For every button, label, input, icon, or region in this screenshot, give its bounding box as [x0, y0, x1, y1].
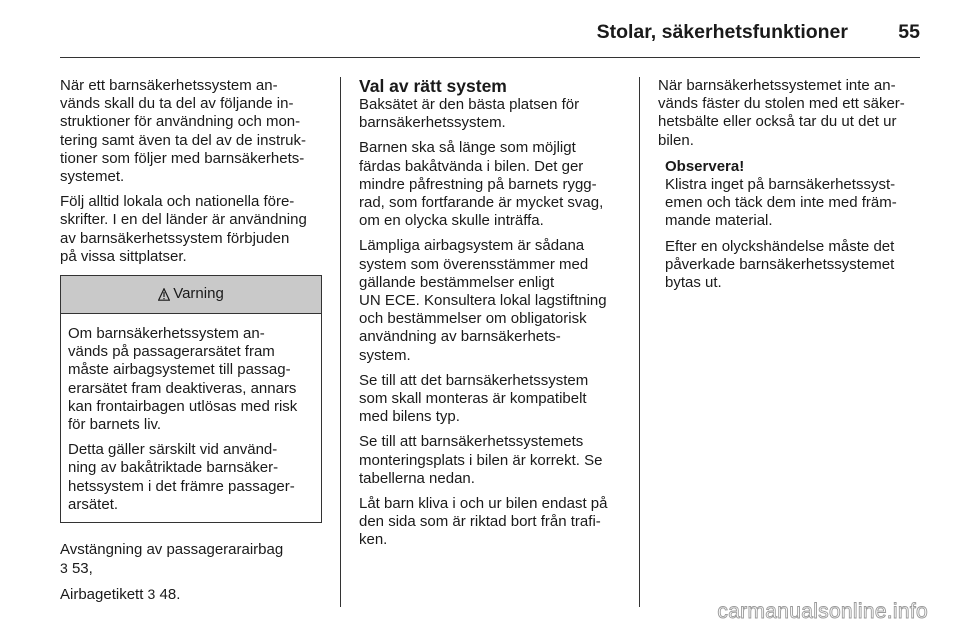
text-line: påverkade barnsäkerhetssystemet	[665, 255, 895, 273]
text-line: monteringsplats i bilen är korrekt. Se	[359, 451, 603, 469]
text-line: UN ECE. Konsultera lokal lagstiftning	[359, 292, 607, 310]
text-line: vänds fäster du stolen med ett säker-	[658, 95, 905, 113]
text-line: Lämpliga airbagsystem är sådana	[359, 237, 585, 255]
note-paragraph	[665, 176, 920, 231]
text-line: med bilens typ.	[359, 408, 460, 426]
text-line: användning av barnsäkerhets-	[359, 328, 561, 346]
watermark: carmanualsonline.info	[717, 600, 928, 623]
page-reference-arrow-icon: 3	[147, 586, 156, 603]
body-paragraph	[359, 495, 624, 550]
text-line: vänds skall du ta del av följande in-	[60, 95, 294, 113]
airbag-deactivation-reference	[60, 541, 322, 578]
intro-paragraph	[60, 77, 322, 186]
text-line: för barnets liv.	[68, 416, 162, 434]
text-line: och bestämmelser om obligatorisk	[359, 310, 587, 328]
body-paragraph	[359, 139, 624, 230]
body-paragraph	[359, 237, 624, 364]
text-line: Se till att barnsäkerhetssystemets	[359, 433, 584, 451]
text-line: rad, som fortfarande är mycket svag,	[359, 194, 604, 212]
text-line: den sida som är riktad bort från trafi-	[359, 513, 601, 531]
reference-page: 48.	[155, 586, 181, 604]
page-reference-arrow-icon: 3	[60, 560, 68, 577]
warning-paragraph	[68, 441, 313, 514]
text-line: måste airbagsystemet till passag-	[68, 361, 291, 379]
warning-title: Varning	[173, 285, 224, 303]
text-line: Klistra inget på barnsäkerhetssyst-	[665, 176, 896, 194]
text-line: Se till att det barnsäkerhetssystem	[359, 371, 589, 389]
text-line: gällande bestämmelser enligt	[359, 273, 555, 291]
text-line: emen och täck dem inte med främ-	[665, 194, 897, 212]
warning-box	[60, 275, 322, 523]
regulations-paragraph	[60, 193, 322, 266]
text-line: system som överensstämmer med	[359, 255, 589, 273]
airbag-label-reference	[60, 585, 322, 604]
note-heading: Observera!	[665, 157, 745, 175]
text-line: kan frontairbagen utlösas med risk	[68, 397, 298, 415]
text-line: på vissa sittplatser.	[60, 247, 187, 265]
page-title: Stolar, säkerhetsfunktioner	[596, 21, 848, 43]
text-line: vänds på passagerarsätet fram	[68, 343, 275, 361]
page-number: 55	[898, 21, 920, 43]
column-middle	[359, 77, 624, 557]
text-line: som skall monteras är kompatibelt	[359, 390, 587, 408]
body-paragraph	[359, 433, 624, 488]
text-line: mande material.	[665, 212, 773, 230]
section-heading: Val av rätt system	[359, 76, 507, 96]
text-line: färdas bakåtvända i bilen. Det ger	[359, 157, 584, 175]
column-right	[658, 77, 920, 299]
column-divider	[639, 77, 640, 607]
text-line: Baksätet är den bästa platsen för	[359, 96, 580, 113]
text-line: arsätet.	[68, 495, 119, 513]
text-line: erarsätet fram deaktiveras, annars	[68, 379, 297, 397]
text-line: mindre påfrestning på barnets rygg-	[359, 175, 597, 193]
text-line: tabellerna nedan.	[359, 469, 475, 487]
text-line: ning av bakåtriktade barnsäker-	[68, 459, 279, 477]
body-paragraph	[658, 77, 920, 150]
text-line: När barnsäkerhetssystemet inte an-	[658, 77, 896, 94]
note-block	[658, 158, 920, 292]
text-line: barnsäkerhetssystem.	[359, 114, 506, 132]
text-line: system.	[359, 346, 411, 364]
text-line: systemet.	[60, 168, 125, 186]
reference-page: 53,	[67, 560, 93, 578]
warning-body	[61, 314, 321, 522]
text-line: struktioner för användning och mon-	[60, 113, 301, 131]
header-divider	[60, 57, 920, 58]
text-line: Barnen ska så länge som möjligt	[359, 139, 576, 157]
column-left	[60, 77, 322, 612]
text-line: Efter en olyckshändelse måste det	[665, 237, 895, 255]
text-line: När ett barnsäkerhetssystem an-	[60, 77, 278, 94]
text-line: hetsbälte eller också tar du ut det ur	[658, 113, 897, 131]
text-line: tering samt även ta del av de instruk-	[60, 131, 306, 149]
warning-paragraph	[68, 325, 313, 434]
text-line: Detta gäller särskilt vid använd-	[68, 441, 278, 459]
text-line: skrifter. I en del länder är användning	[60, 211, 307, 229]
text-line: ken.	[359, 531, 388, 549]
text-line: hetssystem i det främre passager-	[68, 477, 295, 495]
warning-header	[61, 276, 321, 314]
text-line: tioner som följer med barnsäkerhets-	[60, 149, 305, 167]
text-line: Om barnsäkerhetssystem an-	[68, 325, 265, 343]
reference-text: Avstängning av passagerarairbag	[60, 541, 284, 559]
warning-triangle-icon	[158, 288, 170, 301]
body-paragraph	[359, 96, 624, 132]
reference-text: Airbagetikett	[60, 586, 148, 604]
text-line: bilen.	[658, 131, 694, 149]
column-divider	[340, 77, 341, 607]
text-line: Följ alltid lokala och nationella före-	[60, 193, 295, 211]
note-paragraph	[665, 238, 920, 293]
text-line: om en olycka skulle inträffa.	[359, 212, 544, 230]
text-line: av barnsäkerhetssystem förbjuden	[60, 229, 290, 247]
text-line: Låt barn kliva i och ur bilen endast på	[359, 495, 608, 513]
body-paragraph	[359, 372, 624, 427]
text-line: bytas ut.	[665, 274, 722, 292]
